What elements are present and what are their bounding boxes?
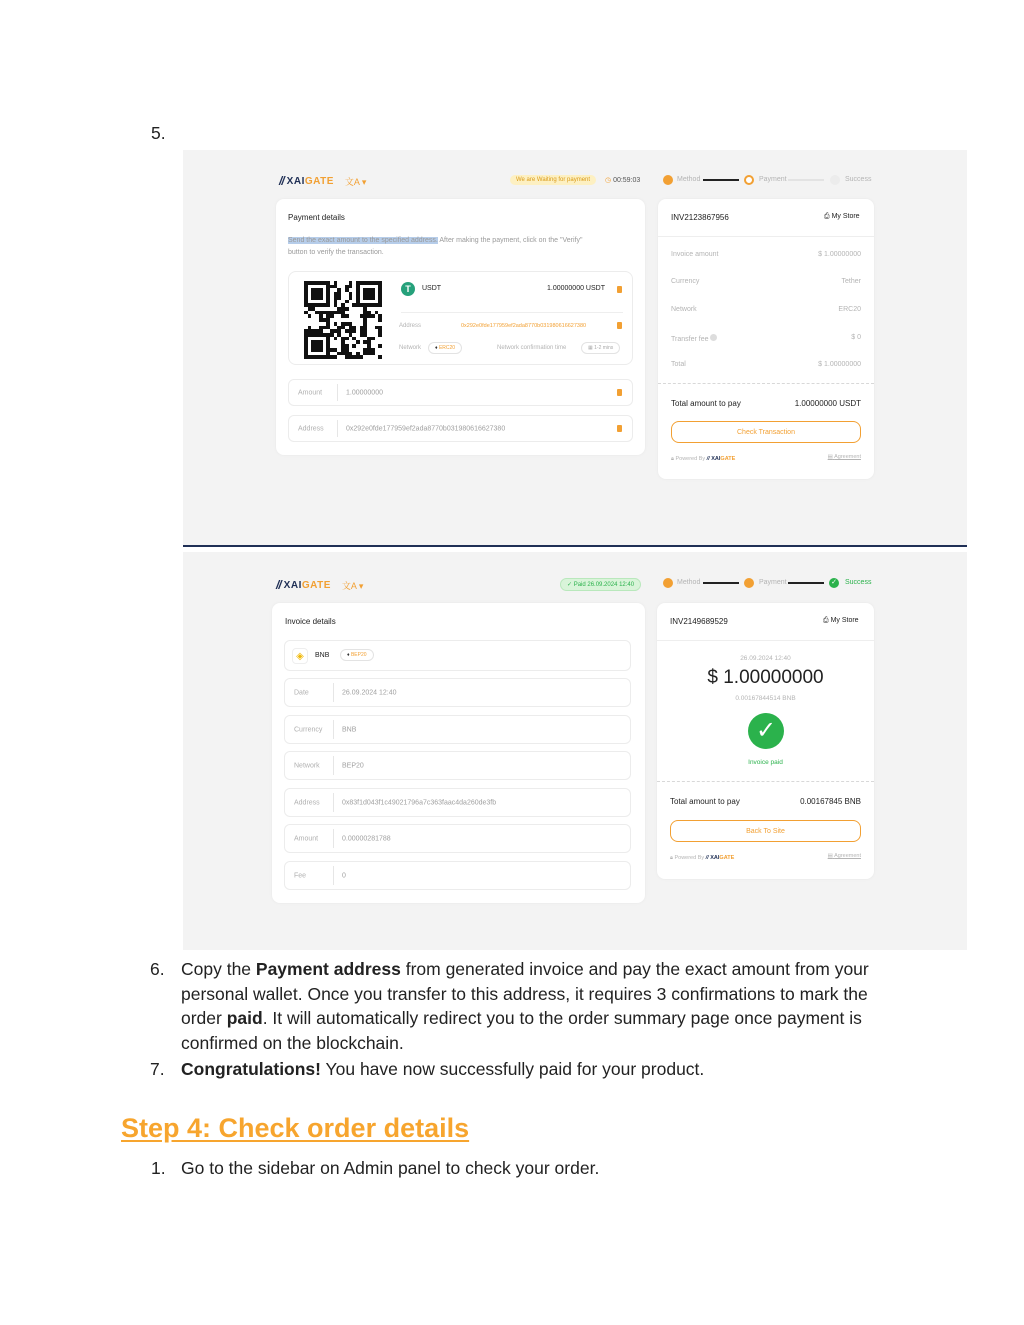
network-label: Network: [399, 345, 422, 351]
currency-field: Currency BNB: [284, 715, 631, 744]
step-payment-label: Payment: [759, 176, 787, 183]
network-badge: ♦ BEP20: [340, 649, 374, 661]
bag-icon: ⎙: [824, 213, 830, 220]
instruction-text-line2: button to verify the transaction.: [288, 249, 384, 256]
step-success-label: Success: [845, 579, 872, 586]
confirm-time-label: Network confirmation time: [497, 345, 567, 351]
qr-code[interactable]: [304, 281, 382, 359]
bag-icon: ⎙: [823, 617, 829, 624]
list-number-7: 7.: [150, 1059, 165, 1079]
store-name: ⎙ My Store: [823, 617, 859, 624]
coin-row: [284, 640, 631, 671]
invoice-summary-card: [657, 603, 874, 879]
agreement-link[interactable]: ▤ Agreement: [827, 454, 861, 460]
lock-icon: 🔒︎: [671, 456, 674, 462]
step-payment-label: Payment: [759, 579, 787, 586]
address-label: Address: [399, 323, 422, 329]
total-to-pay-value: 1.00000000 USDT: [794, 399, 861, 408]
total-value: $ 1.00000000: [818, 361, 861, 368]
total-label: Total: [671, 361, 686, 368]
calendar-icon: ▦: [588, 345, 593, 351]
section-heading[interactable]: Step 4: Check order details: [121, 1113, 470, 1143]
paid-status-badge: ✓ Paid 26.09.2024 12:40: [560, 578, 641, 591]
step-method-label: Method: [677, 579, 701, 586]
list-item-6: Copy the Payment address from generated invoice and pay the exact amount from your personal wallet. Once you transfer to this address, it requires 3 confirmations to mark the order paid. It will automatically redirect you to the order summary page once payment is confirmed on the blockchain.: [181, 959, 869, 1053]
check-icon: ✓: [829, 578, 839, 588]
invoice-id: INV2123867956: [671, 213, 729, 222]
document-icon: ▤: [827, 454, 833, 460]
list-number-5: 5.: [151, 123, 166, 143]
step-method-dot: [663, 175, 673, 185]
copy-icon[interactable]: [617, 286, 622, 293]
list-item-7: Congratulations! You have now successfully paid for your product.: [181, 1059, 705, 1079]
powered-by: 🔒︎ Powered By // XAIGATE: [670, 855, 735, 861]
invoice-details-card: [272, 603, 645, 903]
translate-icon[interactable]: 文A ▾: [341, 580, 364, 591]
instruction-text: Send the exact amount to the specified address. After making the payment, click on the "Verify": [288, 237, 583, 244]
step-connector: [703, 582, 739, 584]
confirm-time-badge: ▦ 1-2 mins: [581, 342, 620, 354]
coin-amount: 1.00000000 USDT: [547, 285, 605, 292]
clock-icon: ◷: [605, 177, 612, 184]
step-payment-dot: [744, 578, 754, 588]
back-to-site-button[interactable]: Back To Site: [670, 820, 861, 842]
translate-icon[interactable]: 文A ▾: [344, 176, 367, 187]
address-field[interactable]: Address 0x292e0fde177959ef2ada8770b031980616627380: [288, 415, 633, 442]
invoice-amount-value: $ 1.00000000: [818, 251, 861, 258]
date-field: Date 26.09.2024 12:40: [284, 678, 631, 707]
success-check-icon: ✓: [748, 713, 784, 749]
transfer-fee-value: $ 0: [851, 334, 861, 341]
fee-field: Fee 0: [284, 861, 631, 890]
invoice-amount-label: Invoice amount: [671, 251, 719, 258]
ethereum-icon: ♦: [347, 652, 350, 658]
total-to-pay-label: Total amount to pay: [671, 399, 741, 408]
payment-details-card: [276, 199, 645, 455]
payment-box: [288, 271, 633, 365]
check-transaction-button[interactable]: Check Transaction: [671, 421, 861, 443]
document-icon: ▤: [827, 853, 833, 859]
card-title: Invoice details: [285, 617, 336, 626]
network-label: Network: [671, 306, 697, 313]
card-title: Payment details: [288, 213, 345, 222]
big-amount: $ 1.00000000: [707, 667, 824, 688]
amount-field: Amount 0.00000281788: [284, 824, 631, 853]
list-item-1: Go to the sidebar on Admin panel to check your order.: [181, 1158, 600, 1178]
tether-icon: T: [401, 282, 415, 296]
step-method-dot: [663, 578, 673, 588]
xaigate-logo: // XAIGATE 文A ▾: [279, 174, 367, 188]
step-connector: [788, 179, 824, 181]
network-badge: ♦ ERC20: [428, 342, 462, 354]
invoice-summary-card: [658, 199, 874, 479]
list-number-6: 6.: [150, 959, 165, 979]
amount-field[interactable]: Amount 1.00000000: [288, 379, 633, 406]
network-value: ERC20: [838, 306, 861, 313]
total-to-pay-value: 0.00167845 BNB: [800, 797, 861, 806]
address-value: 0x292e0fde177959ef2ada8770b031980616627380: [461, 323, 587, 329]
bnb-icon: ◈: [292, 648, 308, 664]
step-method-label: Method: [677, 176, 701, 183]
copy-icon[interactable]: [617, 425, 622, 432]
step-payment-dot: [744, 175, 754, 185]
step-connector: [703, 179, 739, 181]
invoice-id: INV2149689529: [670, 617, 728, 626]
transfer-fee-label: Transfer fee: [671, 334, 717, 343]
help-icon: [710, 334, 717, 341]
step-success-dot: [830, 175, 840, 185]
coin-name: USDT: [422, 285, 442, 292]
step-success-label: Success: [845, 176, 872, 183]
currency-label: Currency: [671, 278, 700, 285]
total-to-pay-label: Total amount to pay: [670, 797, 740, 806]
xaigate-logo: // XAIGATE 文A ▾: [276, 578, 364, 592]
step-connector: [788, 582, 824, 584]
network-field: Network BEP20: [284, 751, 631, 780]
payment-screenshot: [183, 150, 967, 547]
coin-name: BNB: [315, 652, 330, 659]
copy-icon[interactable]: [617, 322, 622, 329]
ethereum-icon: ♦: [435, 345, 438, 351]
store-name: ⎙ My Store: [824, 213, 860, 220]
paid-screenshot: [183, 552, 967, 950]
bnb-amount: 0.00167844514 BNB: [735, 695, 796, 702]
copy-icon[interactable]: [617, 389, 622, 396]
lock-icon: 🔒︎: [670, 855, 673, 861]
invoice-paid-label: Invoice paid: [748, 759, 783, 766]
timer: ◷ 00:59:03: [605, 177, 641, 184]
address-field: Address 0x83f1d043f1c49021796a7c363faac4da260de3fb: [284, 788, 631, 817]
waiting-status-badge: We are Waiting for payment: [510, 175, 596, 185]
currency-value: Tether: [841, 278, 861, 285]
agreement-link[interactable]: ▤ Agreement: [827, 853, 861, 859]
list-number-1: 1.: [151, 1158, 166, 1178]
powered-by: 🔒︎ Powered By // XAIGATE: [671, 456, 736, 462]
paid-date: 26.09.2024 12:40: [740, 655, 791, 662]
